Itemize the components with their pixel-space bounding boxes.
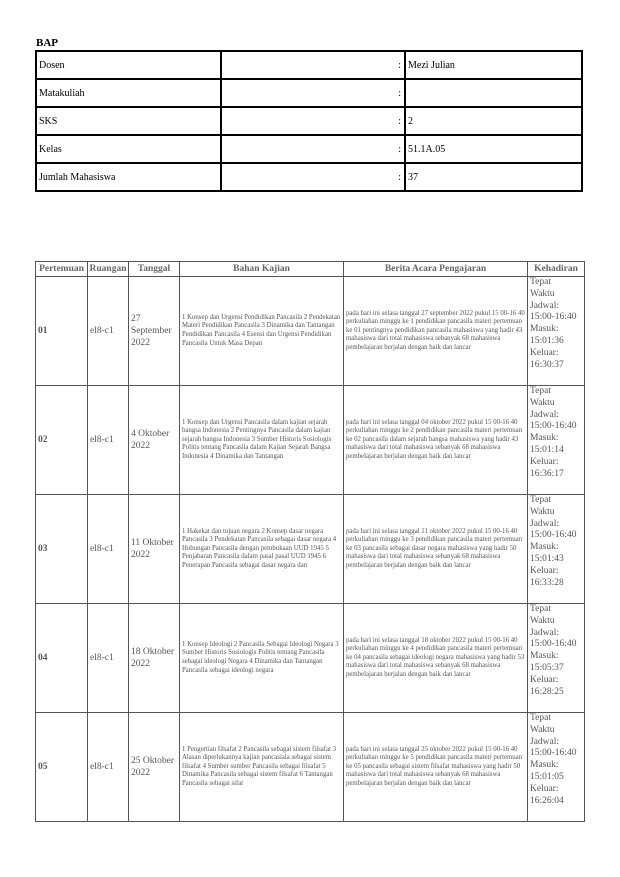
header-pertemuan: Pertemuan [36,262,88,277]
kehadiran-line: 15:00-16:40 [530,748,577,759]
attendance-table [35,261,585,822]
info-table [35,50,583,192]
header-berita-acara: Berita Acara Pengajaran [344,262,528,277]
cell-ruangan: el8-c1 [88,495,129,604]
kehadiran-line: Masuk: [530,324,559,335]
cell-kehadiran [528,713,585,822]
cell-bahan-kajian: 1 Hakekat dan tujuan negara 2 Konsep dasar negara Pancasila 3 Pendekatan Pancasila sebagai dasar negara 4 Hubungan Pancasila dengan pembukaan UUD 1945 5 Penjabaran Pancasila dalam pasal pasal UUD 1945 6 Penerapan Pancasila sebagai dasar negara dan [180,495,344,604]
kehadiran-line: 16:30:37 [530,359,564,370]
kehadiran-line: 16:33:28 [530,577,564,588]
kehadiran-line: Waktu [530,397,555,408]
info-label: Jumlah Mahasiswa [36,163,221,191]
info-row [36,163,582,191]
cell-berita-acara: pada hari ini selasa tanggal 27 september 2022 pukul 15 00-16 40 perkuliahan minggu ke 1 pendidikan pancasila materi pertemuan ke 01 pentingnya pendidikan pancasila mahasiswa yang hadir 43 mahasiswa dari total mahasiswa sebanyak 68 mahasiswa pembelajaran berjalan dengan baik dan lancar [344,277,528,386]
header-tanggal: Tanggal [129,262,180,277]
cell-kehadiran [528,495,585,604]
kehadiran-line: 15:01:05 [530,771,564,782]
table-header-row [36,262,585,277]
cell-berita-acara: pada hari ini selasa tanggal 18 oktober 2022 pukul 15 00-16 40 perkuliahan minggu ke 4 pendidikan pancasila materi pertemuan ke 04 pancasila sebagai ideologi negara mahasiswa yang hadir 53 mahasiswa dari total mahasiswa sebanyak 68 mahasiswa pembelajaran berjalan dengan baik dan lancar [344,604,528,713]
info-separator: : [221,107,405,135]
cell-tanggal: 11 Oktober 2022 [129,495,180,604]
header-kehadiran: Kehadiran [528,262,585,277]
table-row [36,277,585,386]
cell-bahan-kajian: 1 Pengertian filsafat 2 Pancasila sebagai sistem filsafat 3 Alasan diperlukannya kajian pancasiala sebagai sistem filsafat 4 Sumber sumber Pancasila sebagai filsafat 5 Dinamika Pancasila sebagai sistem filsafat 6 Tantangan Pancasila sebagai sifat [180,713,344,822]
info-value [405,79,582,107]
cell-ruangan: el8-c1 [88,713,129,822]
kehadiran-line: 15:01:43 [530,553,564,564]
cell-pertemuan: 03 [36,495,88,604]
kehadiran-line: Masuk: [530,542,559,553]
kehadiran-line: Tepat [530,495,551,505]
info-label: Matakuliah [36,79,221,107]
kehadiran-line: 15:00-16:40 [530,530,577,541]
kehadiran-line: 16:36:17 [530,468,564,479]
info-row [36,107,582,135]
cell-tanggal: 4 Oktober 2022 [129,386,180,495]
cell-tanggal: 25 Oktober 2022 [129,713,180,822]
cell-kehadiran [528,277,585,386]
info-value: Mezi Julian [405,51,582,79]
kehadiran-line: Tepat [530,277,551,287]
cell-pertemuan: 05 [36,713,88,822]
kehadiran-line: Tepat [530,386,551,396]
cell-berita-acara: pada hari ini selasa tanggal 04 oktober 2022 pukul 15 00-16 40 perkuliahan minggu ke 2 pendidikan pancasila materi pertemuan ke 02 pancasila dalam sejarah bangsa mahasiswa yang hadir 43 mahasiswa dari total mahasiswa sebanyak 68 mahasiswa pembelajaran berjalan dengan baik dan lancar [344,386,528,495]
cell-ruangan: el8-c1 [88,386,129,495]
info-separator: : [221,163,405,191]
info-value: 37 [405,163,582,191]
kehadiran-line: Masuk: [530,760,559,771]
kehadiran-line: 15:00-16:40 [530,421,577,432]
kehadiran-line: Jadwal: [530,736,560,747]
kehadiran-line: 16:28:25 [530,686,564,697]
kehadiran-line: 15:05:37 [530,662,564,673]
info-separator: : [221,79,405,107]
cell-bahan-kajian: 1 Konsep Ideologi 2 Pancasila Sebagai Ideologi Negara 3 Sumber Historis Sosiologis Politis tentang Pancasila sebagai ideologi Negara 4 Dinamika dan Tantangan Pancasila sebagai ideologi negara [180,604,344,713]
kehadiran-line: Jadwal: [530,409,560,420]
kehadiran-line: Jadwal: [530,518,560,529]
cell-bahan-kajian: 1 Konsep dan Urgensi Pancasila dalam kajian sejarah bangsa Indonesia 2 Pentingnya Pancasila dalam kajian sejarah bangsa Indonesia 3 Sumber Historis Sosiologis Politis tentang Pancasila dalam Kajian Sejarah Bangsa Indonesia 4 Dinamika dan Tantangan [180,386,344,495]
cell-berita-acara: pada hari ini selasa tanggal 11 oktober 2022 pukul 15 00-16 40 perkuliahan minggu ke 3 pendidikan pancasila materi pertemuan ke 03 pancasila sebagai dasar negara mahasiswa yang hadir 50 mahasiswa dari total mahasiswa sebanyak 68 mahasiswa pembelajaran berjalan dengan baik dan lancar [344,495,528,604]
table-row [36,604,585,713]
kehadiran-line: Waktu [530,506,555,517]
kehadiran-line: 15:00-16:40 [530,312,577,323]
kehadiran-line: Waktu [530,724,555,735]
kehadiran-line: 15:01:36 [530,335,564,346]
info-value: 51.1A.05 [405,135,582,163]
cell-pertemuan: 02 [36,386,88,495]
cell-pertemuan: 04 [36,604,88,713]
info-value: 2 [405,107,582,135]
info-separator: : [221,51,405,79]
kehadiran-line: Waktu [530,288,555,299]
info-label: SKS [36,107,221,135]
cell-kehadiran [528,604,585,713]
info-row [36,79,582,107]
cell-ruangan: el8-c1 [88,277,129,386]
kehadiran-line: Tepat [530,713,551,723]
info-label: Kelas [36,135,221,163]
kehadiran-line: Keluar: [530,674,559,685]
info-separator: : [221,135,405,163]
kehadiran-line: Jadwal: [530,300,560,311]
table-row [36,495,585,604]
table-row [36,386,585,495]
kehadiran-line: 15:00-16:40 [530,639,577,650]
kehadiran-line: Keluar: [530,347,559,358]
cell-tanggal: 27 September 2022 [129,277,180,386]
kehadiran-line: Keluar: [530,783,559,794]
info-row [36,51,582,79]
kehadiran-line: Waktu [530,615,555,626]
kehadiran-line: 16:26:04 [530,795,564,806]
kehadiran-line: Tepat [530,604,551,614]
header-bahan-kajian: Bahan Kajian [180,262,344,277]
cell-tanggal: 18 Oktober 2022 [129,604,180,713]
kehadiran-line: Keluar: [530,565,559,576]
kehadiran-line: Jadwal: [530,627,560,638]
cell-pertemuan: 01 [36,277,88,386]
cell-ruangan: el8-c1 [88,604,129,713]
header-ruangan: Ruangan [88,262,129,277]
table-row [36,713,585,822]
kehadiran-line: Masuk: [530,651,559,662]
info-row [36,135,582,163]
document-title: BAP [36,37,58,49]
kehadiran-line: Masuk: [530,433,559,444]
kehadiran-line: 15:01:14 [530,444,564,455]
info-label: Dosen [36,51,221,79]
cell-berita-acara: pada hari ini selasa tanggal 25 oktober 2022 pukul 15 00-16 40 perkuliahan minggu ke 5 pendidikan pancasila materi pertemuan ke 05 pancasila sebagai sistem filsafat mahasiswa yang hadir 50 mahasiswa dari total mahasiswa sebanyak 68 mahasiswa pembelajaran berjalan dengan baik dan lancar [344,713,528,822]
cell-kehadiran [528,386,585,495]
cell-bahan-kajian: 1 Konsep dan Urgensi Pendidikan Pancasila 2 Pendekatan Materi Pendidikan Pancasila 3 Dinamika dan Tantangan Pendidikan Pancasila 4 Esensi dan Urgensi Pendidikan Pancasila Untuk Masa Depan [180,277,344,386]
kehadiran-line: Keluar: [530,456,559,467]
